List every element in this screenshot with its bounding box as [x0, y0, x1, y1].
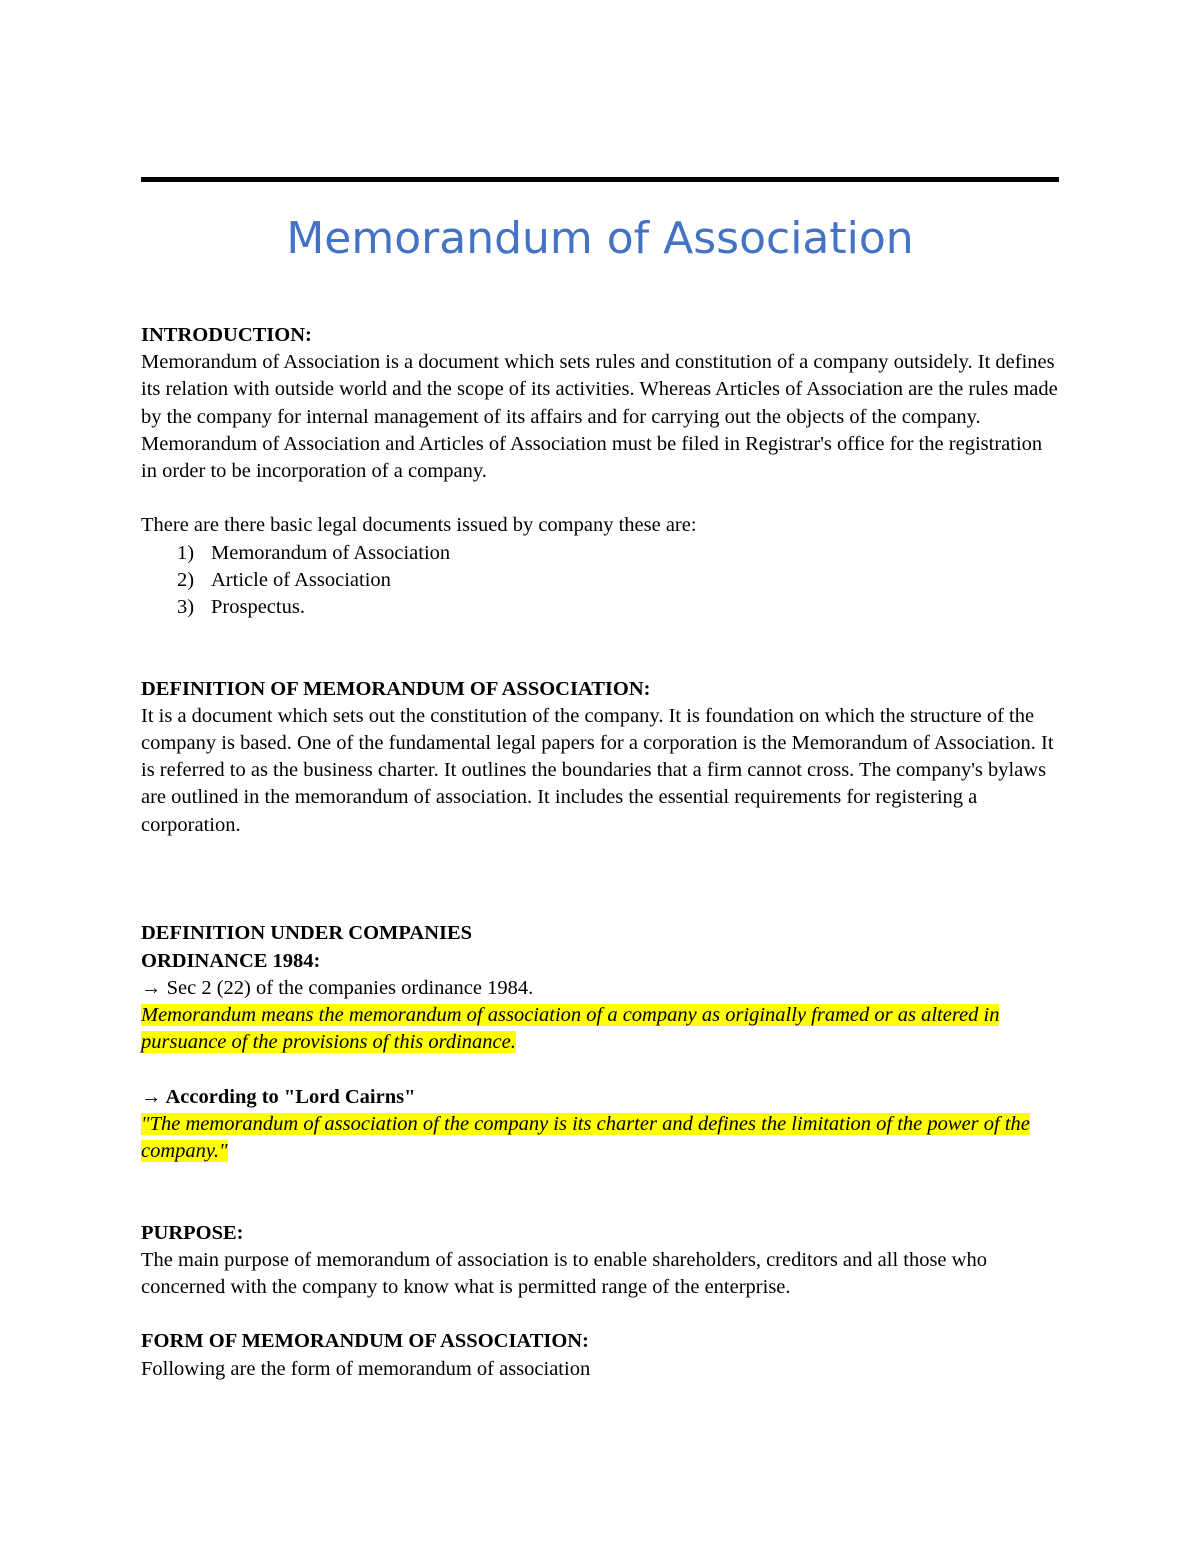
- ordinance-section: [141, 920, 1059, 1056]
- form-paragraph: Following are the form of memorandum of association: [141, 1357, 591, 1380]
- list-item-text: Article of Association: [211, 568, 391, 591]
- lord-cairns-quote-highlight: "The memorandum of association of the company is its charter and defines the limitation of the power of the company.": [141, 1112, 1030, 1162]
- form-heading: FORM OF MEMORANDUM OF ASSOCIATION:: [141, 1330, 589, 1353]
- list-item: [141, 567, 1059, 594]
- documents-section: [141, 512, 1059, 621]
- ordinance-reference: → Sec 2 (22) of the companies ordinance 1984.: [141, 976, 534, 999]
- document-title: Memorandum of Association: [286, 213, 914, 264]
- list-item: [141, 540, 1059, 567]
- list-item-number: 2): [177, 568, 195, 591]
- list-item-text: Prospectus.: [211, 596, 305, 619]
- purpose-paragraph: The main purpose of memorandum of association is to enable shareholders, creditors and all those who concerned with the company to know what is permitted range of the enterprise.: [141, 1248, 987, 1298]
- list-item-number: 3): [177, 596, 195, 619]
- ordinance-quote-highlight: Memorandum means the memorandum of association of a company as originally framed or as altered in pursuance of the provisions of this ordinance.: [141, 1003, 1000, 1054]
- list-item-number: 1): [177, 541, 195, 564]
- form-section: [141, 1328, 1059, 1382]
- purpose-heading: PURPOSE:: [141, 1221, 244, 1244]
- lord-cairns-section: [141, 1084, 1059, 1166]
- list-item: [141, 594, 1059, 621]
- list-item-text: Memorandum of Association: [211, 541, 451, 564]
- ordinance-heading-line2: ORDINANCE 1984:: [141, 949, 321, 972]
- document-body: [141, 322, 1059, 1383]
- definition-paragraph: It is a document which sets out the constitution of the company. It is foundation on which the structure of the company is based. One of the fundamental legal papers for a corporation is the Memorandum of Association. It is referred to as the business charter. It outlines the boundaries that a firm cannot cross. The company's bylaws are outlined in the memorandum of association. It includes the essential requirements for registering a corporation.: [141, 704, 1054, 836]
- documents-lead: There are there basic legal documents issued by company these are:: [141, 514, 697, 537]
- purpose-section: [141, 1220, 1059, 1302]
- introduction-paragraph: Memorandum of Association is a document which sets rules and constitution of a company outsidely. It defines its relation with outside world and the scope of its activities. Whereas Articles of Association are the rules made by the company for internal management of its affairs and for carrying out the objects of the company. Memorandum of Association and Articles of Association must be filed in Registrar's office for the registration in order to be incorporation of a company.: [141, 351, 1058, 483]
- lord-cairns-heading: → According to "Lord Cairns": [141, 1085, 416, 1108]
- introduction-heading: INTRODUCTION:: [141, 324, 312, 346]
- top-horizontal-rule: [141, 177, 1059, 182]
- definition-section: [141, 676, 1059, 839]
- documents-list: [141, 540, 1059, 622]
- introduction-section: [141, 322, 1059, 485]
- lord-cairns-quote: [141, 1111, 1059, 1165]
- definition-heading: DEFINITION OF MEMORANDUM OF ASSOCIATION:: [141, 677, 651, 700]
- ordinance-quote: [141, 1002, 1059, 1056]
- ordinance-heading-line1: DEFINITION UNDER COMPANIES: [141, 922, 473, 945]
